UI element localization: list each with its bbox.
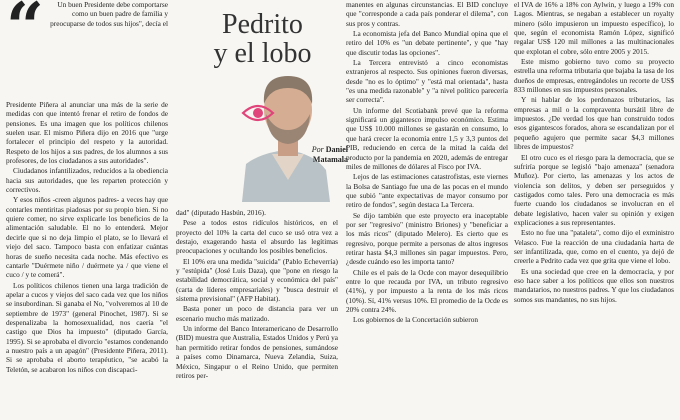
paragraph: Presidente Piñera al anunciar una más de la serie de medidas con que intentó frenar el retiro de fondos de pensiones. Es una imagen que los políticos chilenos suelen usar. El mismo Piñera dijo en 2016 que "urge fortalecer el principio del respeto y la autoridad. Respeto de los hijos a sus padres, de los alumnos a sus profesores, de los ciudadanos a sus autoridades". [6,100,168,166]
column-2 [176,208,338,381]
paragraph: Y esos niños -creen algunos padres- a veces hay que contarles mentiritas piadosas por su propio bien. Si no quiere comer, no sirve explicarle los beneficios de la alimentación saludable. El no lo entenderá. Mejor decirle que si no deja limpio el plato, se lo llevará el viejo del saco. Tampoco basta con enfatizar cuántas horas de sueño necesita cada noche. Más efectivo es cantarle "Duérmete niño / duérmete ya / que viene el cuco / y te comerá". [6,195,168,280]
paragraph: Basta poner un poco de distancia para ver un escenario mucho más matizado. [176,304,338,323]
eye-icon [241,102,275,124]
byline-name-1: Daniel [325,145,348,154]
paragraph: Esto no fue una "pataleta", como dijo el exministro Velasco. Fue la reacción de una ciudadanía harta de ser infantilizada, que, como en el cuento, ya dejó de creerle a Pedrito cada vez que grita que viene el lobo. [514,228,674,266]
paragraph: el IVA de 16% a 18% con Aylwin, y luego a 19% con Lagos. Mientras, se negaban a establecer un royalty minero (sólo impusieron un impuesto específico), lo que, según el economista Ramón López, significó regalar US$ 120 mil millones a las multinacionales que explotan el cobre, sólo entre 2005 y 2015. [514,0,674,56]
paragraph: Se dijo también que este proyecto era inaceptable por ser "regresivo" (ministro Briones) y "beneficiar a los más ricos" (diputado Melero). Es cierto que es regresivo, porque permite a personas de altos ingresos retirar hasta $4,3 millones sin pagar impuestos. Pero, ¿desde cuándo eso les importa tanto? [346,210,508,267]
paragraph: dad" (diputado Hasbún, 2016). [176,208,266,217]
paragraph: Un informe del Banco Interamericano de Desarrollo (BID) muestra que Australia, Estados Unidos y Perú ya han permitido retirar fondos de pensiones, sumándose a países como Dinamarca, Nueva Zelandia, Suiza, México, Singapur o el Reino Unido, que permiten retiros per- [176,324,338,380]
article-title [195,10,330,68]
paragraph: manentes en algunas circunstancias. El BID concluye que "corresponde a cada país ponderar el dilema", con sus pros y contras. [346,0,508,28]
byline-prefix: Por [311,145,324,154]
paragraph: Lejos de las estimaciones catastrofistas, este viernes la Bolsa de Santiago fue una de las pocas en el mundo que subió "ante expectativas de mayor consumo por retiro de fondos", según destaca La Tercera. [346,172,508,210]
column-4 [514,0,674,305]
paragraph: Pese a todos estos ridículos históricos, en el proyecto del 10% la carta del cuco se usó otra vez a destajo, exagerando hasta el absurdo las legítimas preocupaciones y ocultando los posibles beneficios. [176,218,338,256]
paragraph: Y ni hablar de los perdonazos tributarios, las empresas a mil o la compraventa bursátil libre de impuestos. ¿De verdad los que han construido todos esos gigantescos forados, ahora se escandalizan por el pequeño agujero que permite sacar $4,3 millones libres de impuestos? [514,95,674,152]
title-line-1: Pedrito [222,9,303,40]
paragraph: Un informe del Scotiabank prevé que la reforma significará un gigantesco impulso económico. Estima que US$ 10.000 millones se gastarán en consumo, lo que hará crecer la economía entre 1,5 y 3,3 puntos del PIB, reduciendo en cerca de la mitad la caída del producto por la pandemia en 2020, además de entregar miles de millones de dólares al Fisco por IVA. [346,105,508,171]
title-line-2: y el lobo [213,38,312,69]
paragraph: El 10% era una medida "suicida" (Pablo Echeverría) y "estúpida" (José Luis Daza), que "pone en riesgo la estabilidad democrática, social y económica del país" (carta de líderes empresariales) y "busca destruir el sistema previsional" (AFP Habitat). [176,256,338,304]
paragraph: La Tercera entrevistó a cinco economistas extranjeros al respecto. Sus opiniones fueron diversas, desde "no es lo óptimo" y "está mal orientada", hasta "es una medida razonable" y "a nivel político parecería ser correcta". [346,58,508,105]
paragraph: Chile es el país de la Ocde con mayor desequilibrio entre lo que recauda por IVA, un tributo regresivo (41%), y por impuesto a la renta de los más ricos (10%). Sí, 41% versus 10%. El promedio de la Ocde es 20% contra 24%. [346,267,508,314]
paragraph: Los políticos chilenos tienen una larga tradición de apelar a cucos y viejos del saco cada vez que los niños se insubordinan. Si ganaba el No, "volveremos al 10 de septiembre de 1973" (general Pinochet, 1987). Si se despenalizaba la homosexualidad, nos caería "el castigo que Dios ha impuesto" (diputado García, 1995). Si se aprobaba el divorcio "estamos condenando a nuestro país a un apagón" (Presidente Piñera, 2011). Si se aprobaba el aborto terapéutico, "se acabó la Teletón, se acabaron los niños con discapaci- [6,280,168,374]
byline-name-2: Matamala [312,155,348,164]
quote-mark-icon: “ [6,0,44,66]
paragraph: Ciudadanos infantilizados, reducidos a la obediencia hacia sus autoridades, que les reparten protección y correctivos. [6,166,168,195]
column-3 [346,0,508,326]
column-1 [6,0,168,375]
byline [298,145,348,165]
quote-text: Un buen Presidente debe comportarse como un buen padre de familia y preocuparse de todos sus hijos", decía el [50,0,168,28]
paragraph: Los gobiernos de la Concertación subieron [353,315,479,325]
pull-quote [6,0,168,100]
paragraph: Es una sociedad que cree en la democracia, y por eso hace saber a los políticos que ellos son nuestros mandatarios, no nuestros padres. Y que los ciudadanos somos sus mandantes, no sus hijos. [514,266,674,304]
paragraph: El otro cuco es el riesgo para la democracia, que se sufriría porque se legisló "bajo amenaza" (senadora Muñoz). Por cierto, las amenazas y los actos de violencia son delitos, y deben ser perseguidos y castigados como tales. Pero una democracia es más fuerte cuando los ciudadanos se involucran en el debate legislativo, hacen valer su opinión y exigen explicaciones a sus representantes. [514,152,674,227]
paragraph: La economista jefa del Banco Mundial opina que el retiro del 10% es "un debate pertinente", y que "hay que discutir todas las opciones". [346,29,508,57]
paragraph: Este mismo gobierno tuvo como su proyecto estrella una reforma tributaria que bajaba la tasa de los dueños de empresas, entregándoles un recorte de US$ 833 millones en sus impuestos personales. [514,57,674,95]
